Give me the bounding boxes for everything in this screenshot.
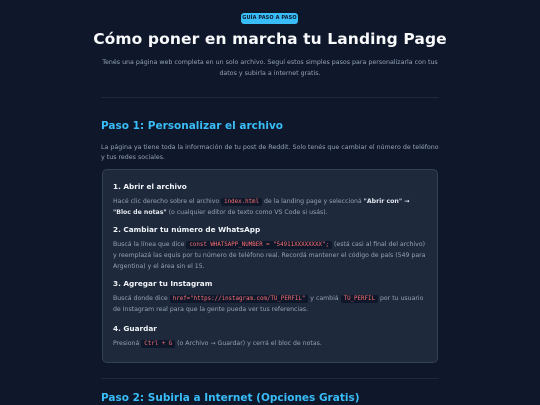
step-text-part: Hacé clic derecho sobre el archivo: [113, 198, 222, 205]
step-text-part: Buscá la línea que dice: [113, 241, 187, 248]
section1-heading: Paso 1: Personalizar el archivo: [101, 120, 284, 132]
step-text-part: por tu usuario de Instagram real para que la gente pueda ver tus referencias.: [113, 295, 424, 313]
intro-text: Tenés una página web completa en un solo archivo. Seguí estos simples pasos para personalizarla con tus datos y subirla a internet gratis.: [102, 59, 438, 77]
code-snippet: TU_PERFIL: [341, 295, 378, 303]
guide-badge: GUÍA PASO A PASO: [241, 13, 298, 24]
code-snippet: href="https://instagram.com/TU_PERFIL": [170, 295, 309, 303]
divider: [101, 97, 439, 98]
step-text: [113, 293, 429, 315]
code-snippet: Ctrl + G: [141, 340, 175, 348]
step-text-part: y cambiá: [308, 295, 341, 302]
step-text: [113, 196, 429, 218]
step-text: [113, 338, 429, 349]
step-text-part: Buscá donde dice: [113, 295, 170, 302]
step-text-part: (está casi al final del archivo) y reemplazá las equis por tu número de teléfono real. Recordá mantener el código de país (549 para Argentina) y el área sin el 15.: [113, 241, 426, 270]
section2-heading: Paso 2: Subirla a Internet (Opciones Gratis): [101, 392, 360, 404]
bold-text: "Abrir con" → "Bloc de notas": [113, 198, 410, 216]
step-text-part: Presioná: [113, 340, 142, 347]
steps-card: [102, 169, 438, 363]
step-title: 3. Agregar tu Instagram: [113, 279, 213, 288]
step-text-part: de la landing page y seleccioná: [262, 198, 364, 205]
section1-paragraph: La página ya tiene toda la información de tu post de Reddit. Solo tenés que cambiar el número de teléfono y tus redes sociales.: [101, 144, 439, 161]
step-text: [113, 239, 429, 272]
divider: [101, 378, 439, 379]
step-whatsapp: [113, 225, 429, 272]
step-title: 1. Abrir el archivo: [113, 182, 187, 191]
step-instagram: [113, 279, 429, 315]
page-title: Cómo poner en marcha tu Landing Page: [93, 30, 447, 48]
step-text-part: (o cualquier editor de texto como VS Code si usás).: [166, 209, 328, 216]
step-title: 4. Guardar: [113, 324, 157, 333]
step-title: 2. Cambiar tu número de WhatsApp: [113, 225, 261, 234]
step-save: [113, 324, 429, 349]
code-snippet: const WHATSAPP_NUMBER = "54911XXXXXXXX";: [186, 241, 332, 249]
step-open-file: [113, 182, 429, 218]
code-snippet: index.html: [221, 198, 262, 206]
step-text-part: (o Archivo → Guardar) y cerrá el bloc de notas.: [175, 340, 322, 347]
